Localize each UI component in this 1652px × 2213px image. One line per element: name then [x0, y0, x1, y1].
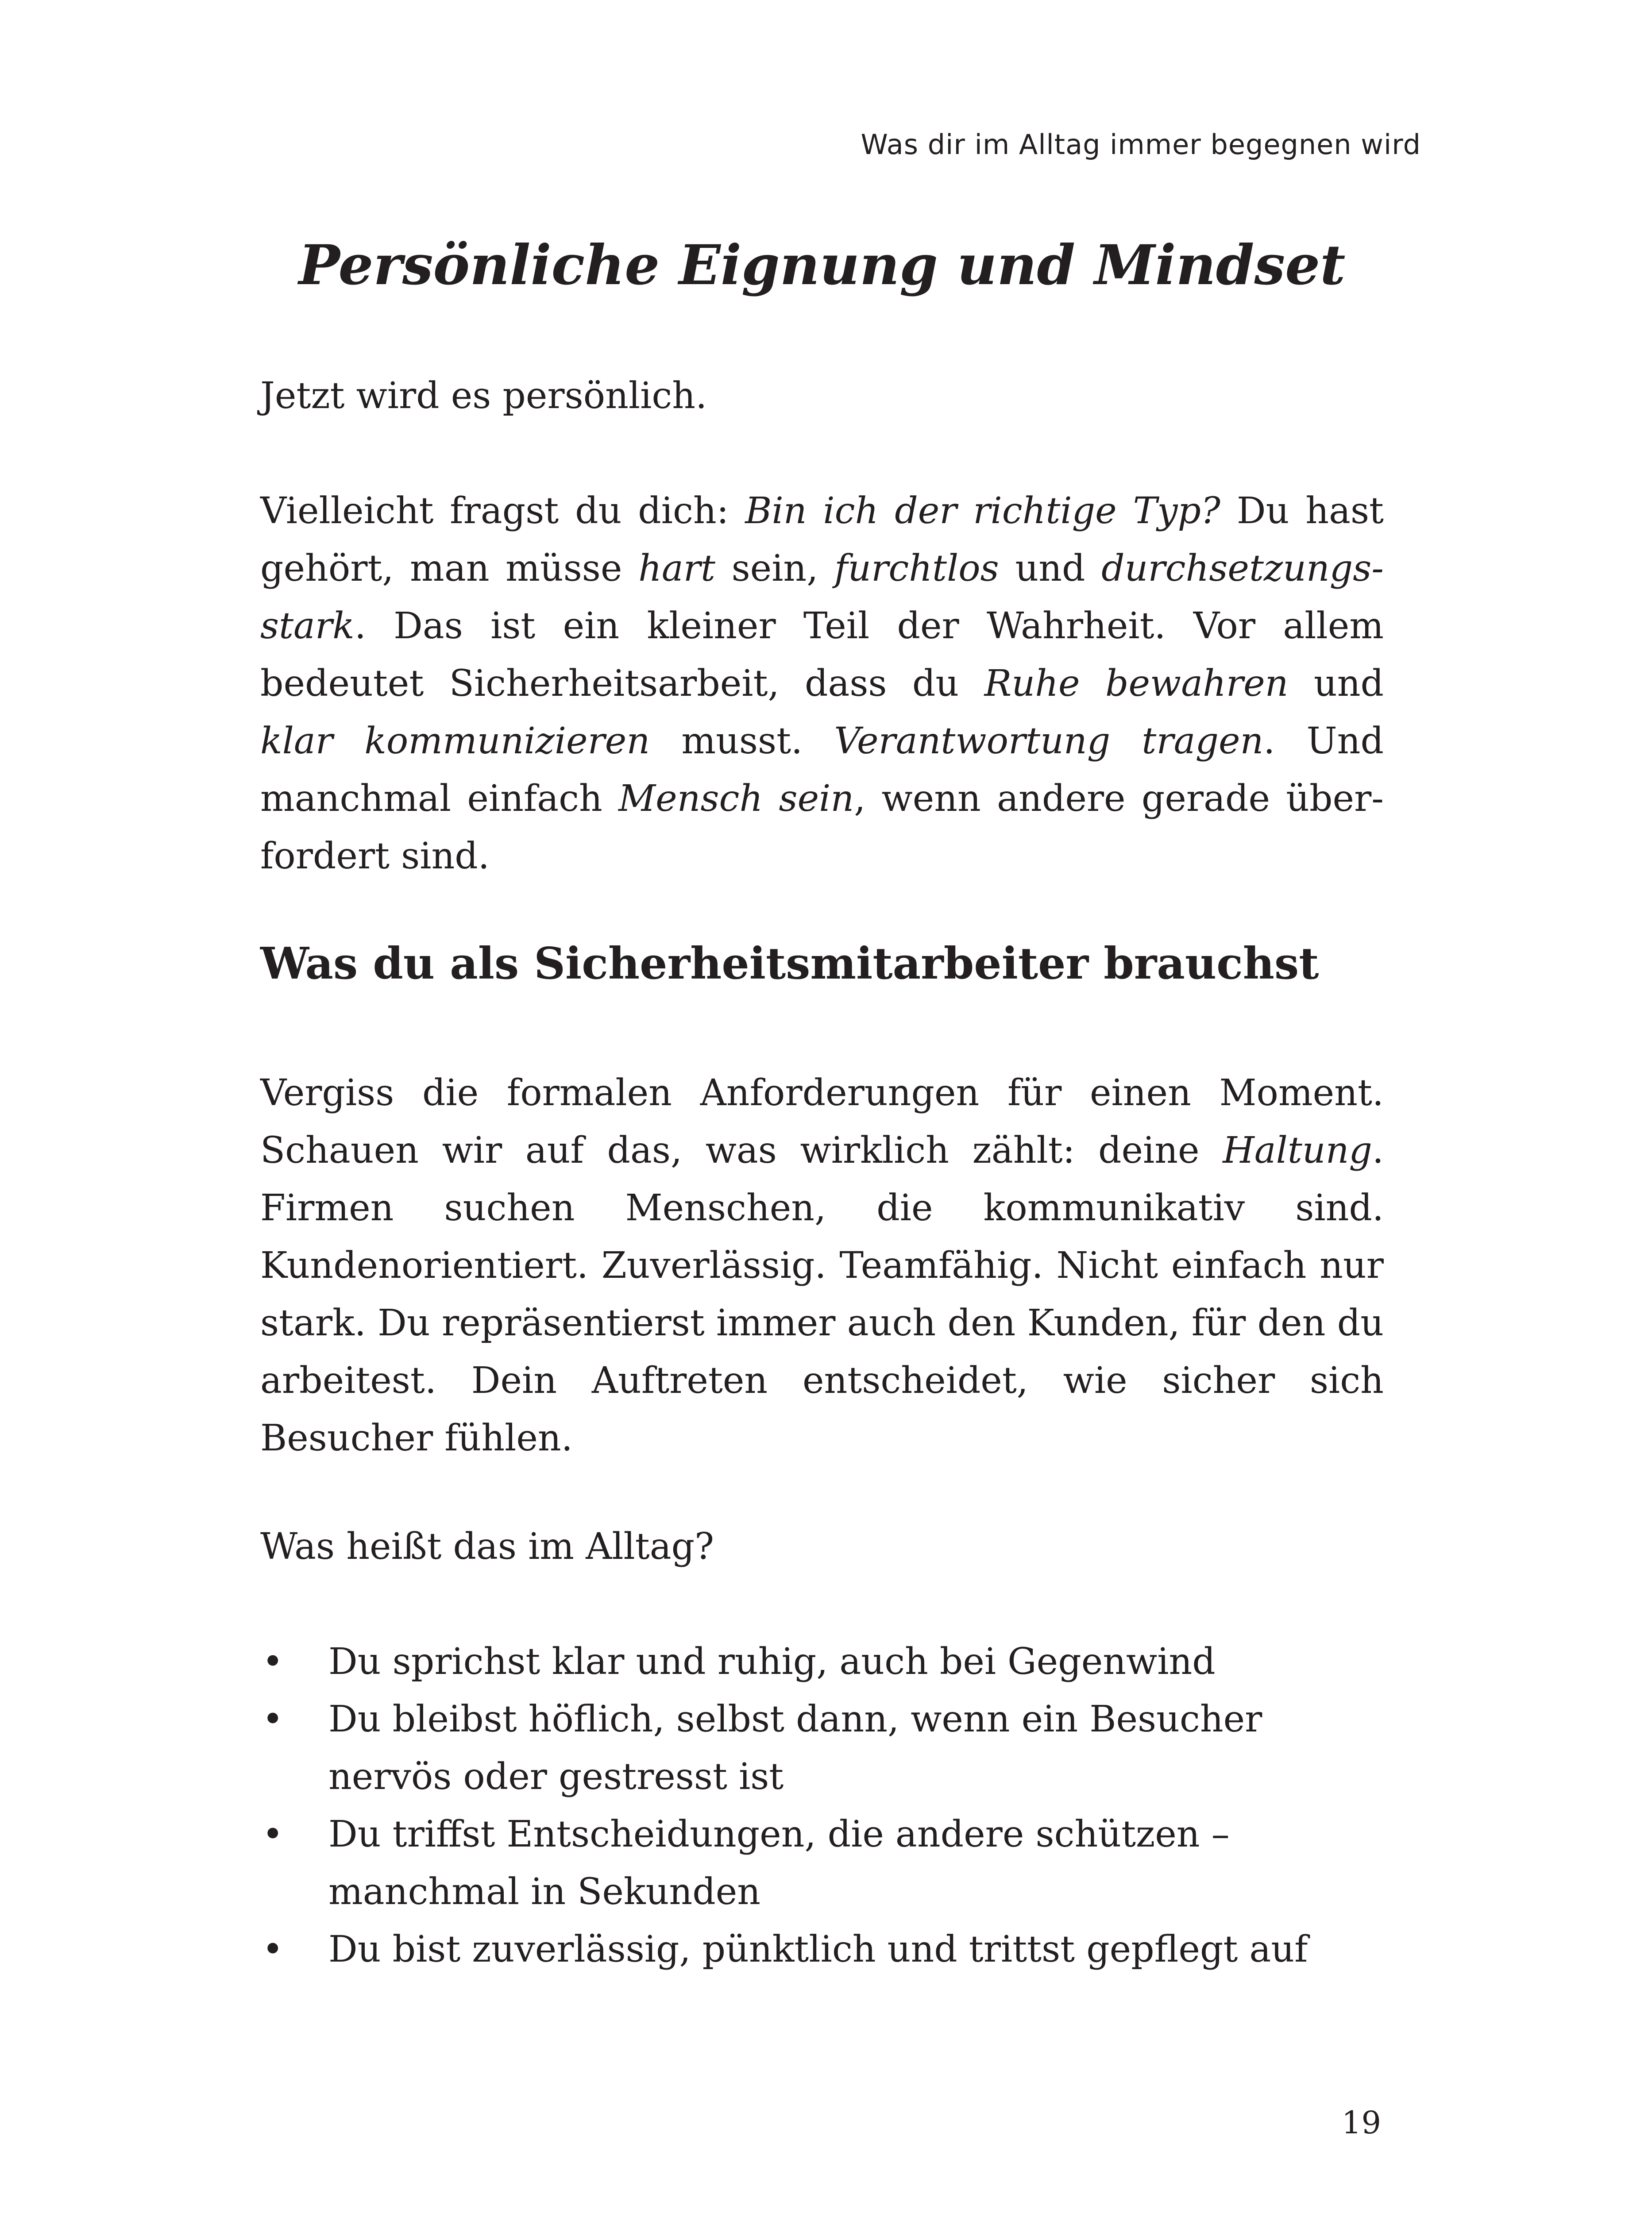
running-header: Was dir im Alltag immer begegnen wird — [861, 128, 1421, 161]
text-run: . Das ist ein kleiner Teil der Wahrheit. Vor allem bedeutet Sicherheitsarbeit, dass du — [260, 605, 1384, 705]
intro-paragraph: Jetzt wird es persönlich. — [260, 375, 707, 417]
section-body-paragraph — [260, 1064, 1384, 1467]
text-run: und — [1288, 663, 1384, 705]
text-run: Vergiss die formalen Anforderungen für einen Moment. Schauen wir auf das, was wirklich zählt: deine — [260, 1072, 1384, 1172]
emphasis-run: Bin ich der richtige Typ? — [745, 490, 1220, 532]
list-item — [260, 1691, 1385, 1806]
list-item-text: Du bleibst höflich, selbst dann, wenn ein Besucher nervös oder gestresst ist — [328, 1698, 1262, 1798]
emphasis-run: Mensch sein — [618, 778, 854, 820]
page-number: 19 — [1341, 2105, 1381, 2141]
emphasis-run: klar kommunizieren — [260, 720, 650, 762]
text-run: Vielleicht fragst du dich: — [260, 490, 745, 532]
list-item — [260, 1806, 1385, 1921]
bullet-list — [260, 1633, 1385, 1978]
section-heading: Was du als Sicherheitsmitarbeiter brauchst — [260, 938, 1319, 989]
question-paragraph: Was heißt das im Alltag? — [260, 1526, 714, 1568]
emphasis-run: furchtlos — [834, 547, 999, 590]
chapter-title: Persönliche Eignung und Mindset — [298, 233, 1346, 297]
emphasis-run: Ruhe bewahren — [984, 663, 1289, 705]
text-run: Du hast gehört, man müsse — [260, 490, 1384, 590]
list-item-text: Du bist zuverlässig, pünktlich und trittst gepflegt auf — [328, 1928, 1308, 1970]
bullet-icon: • — [262, 1698, 284, 1740]
emphasis-run: durchsetzungsstark — [260, 547, 1384, 647]
bullet-icon: • — [262, 1928, 284, 1970]
emphasis-run: hart — [638, 547, 715, 590]
text-run: . Firmen suchen Menschen, die kommunikativ sind. Kundenorientiert. Zuverlässig. Teamfähig. Nicht einfach nur stark. Du repräsentierst immer auch den Kunden, für den du arbeitest. Dein Auftreten entscheidet, wie sicher sich Besucher fühlen. — [260, 1130, 1384, 1459]
emphasis-run: Haltung — [1223, 1130, 1372, 1172]
intro-body-paragraph — [260, 482, 1384, 885]
bullet-icon: • — [262, 1641, 284, 1683]
text-run: . Und manchmal einfach — [260, 720, 1384, 820]
text-run: sein, — [715, 547, 834, 590]
list-item-text: Du triffst Entscheidungen, die andere schützen – manchmal in Sekunden — [328, 1813, 1230, 1913]
bullet-icon: • — [262, 1813, 284, 1855]
text-run: , wenn andere gerade überfordert sind. — [260, 778, 1384, 877]
list-item — [260, 1921, 1385, 1978]
emphasis-run: Verantwortung tragen — [834, 720, 1264, 762]
list-item-text: Du sprichst klar und ruhig, auch bei Gegenwind — [328, 1641, 1216, 1683]
text-run: und — [999, 547, 1102, 590]
list-item — [260, 1633, 1385, 1691]
text-run: musst. — [650, 720, 834, 762]
